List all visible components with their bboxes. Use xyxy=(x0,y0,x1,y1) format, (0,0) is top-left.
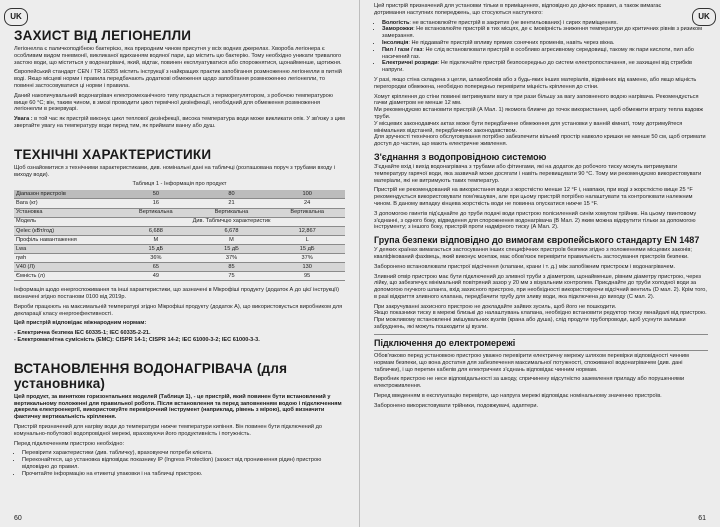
table-cell: L xyxy=(269,235,345,244)
list-item-text: : Не підключайте пристрій безпосередньо до систем електропостачання, не захищені від стрибків напруги. xyxy=(382,60,692,74)
list-item xyxy=(382,60,708,74)
table-row xyxy=(14,263,345,272)
directives-title: Цей пристрій відповідає міжнародним нормам: xyxy=(14,320,147,327)
list-item xyxy=(382,47,708,61)
paragraph: З допомогою гвинтів під'єднайте до труби подачі води пристрою полісиленний синім хомутом трійник. На цьому гвинтовому з'єднанні, з одного боку, відведення для спорожнення водонагрівача (В Мал. 2) яким можна відкрутити тільки за допомогою інструменту; з іншого боку, пристрій проти надмірного тиску (А Мал. 2). xyxy=(374,210,697,231)
table-cell: 37% xyxy=(269,254,345,263)
paragraph: Інформація щодо енергоспоживання та інші характеристики, що зазначені в Мікрофіші продукту (додаток А до цієї інструкції) визначені згідно постанови 0100 від 2019р. xyxy=(14,287,339,301)
table-header-row xyxy=(14,190,345,199)
table-row xyxy=(14,244,345,253)
table-header-cell: 100 xyxy=(269,190,345,199)
paragraph: Даний накопичувальний водонагрівач електромеханічного типу продається з терморегулятором, з робочою температурою вище 60 °C; він, таким чином, в змозі проводити цикл термічної дезінфекції, необхідний для обмеження розмноження легіонелли в резервуарі. xyxy=(14,92,333,113)
table-cell-label: Профіль навантаження xyxy=(14,235,118,244)
list-item-text: : Не слід встановлювати пристрій в особливо агресивному середовищі, такому як пари кислоти, пил або насичений газ. xyxy=(382,46,694,60)
directive-item: - Електромагнітна сумісність (EMC): CISPR 14-1; CISPR 14-2; IEC 61000-3-2; IEC 61000-3-3. xyxy=(14,337,260,344)
table-cell: 12,867 xyxy=(269,226,345,235)
paragraph: Пристрій не рекомендований на використання води з жорсткістю менше 12 °F і, навпаки, при воді з жорсткістю вище 25 °F рекомендується використовувати пом'якшувач, але при цьому пристрій потрібно налаштувати та контролювати належним чином. В даному випадку кінцева жорсткість води не повинна опускатися нижче 15 °F. xyxy=(374,187,693,207)
subsection-title-water: З'єднання з водопровідною системою xyxy=(374,151,547,162)
paragraph: Для зручності технічного обслуговування потрібно забезпечити вільний простір навколо кришки не менше 50 см, щоб отримати доступ до частин, що мають електричне живлення. xyxy=(374,134,706,148)
table-cell: 130 xyxy=(269,263,345,272)
list-item xyxy=(382,40,708,47)
table-cell: 16 xyxy=(118,199,194,208)
list-item: • Прочитайте інформацію на етикетці упаковки і на табличці пристрою. xyxy=(22,471,345,478)
warning-label: Увага : xyxy=(14,116,33,123)
table-row xyxy=(14,199,345,208)
table-cell: 37% xyxy=(194,254,270,263)
paragraph: Вироби працюють на максимальній температурі згідно Мікрофіші продукту (додаток А), що використовується виробником для декларації класу енергоефективності. xyxy=(14,303,343,317)
table-cell: Див. Табличцю характеристик xyxy=(118,217,345,226)
list-item-text: : Не піддавайте пристрій впливу прямих сонячних променів, навіть через вікна. xyxy=(408,39,615,46)
directive-item: - Електрична безпека IEC 60335-1; IEC 60335-2-21. xyxy=(14,330,151,337)
table-row xyxy=(14,272,345,281)
language-badge-right: UK xyxy=(692,8,716,26)
subsection-title-electric: Підключення до електромережі xyxy=(374,338,516,349)
list-item-label: Інсоляція xyxy=(382,39,409,46)
paragraph: Ми рекомендуємо встановити пристрій (А Мал. 1) якомога ближче до точок використання, щоб обмежити втрату тепла вздовж труби. xyxy=(374,107,703,120)
table-cell: 49 xyxy=(118,272,194,281)
table-cell: 15 дБ xyxy=(269,244,345,253)
table-row xyxy=(14,217,345,226)
table-cell: 65 xyxy=(118,263,194,272)
table-header-cell: Діапазон пристроїв xyxy=(14,190,118,199)
table-row xyxy=(14,208,345,217)
table-cell: 85 xyxy=(194,263,270,272)
table-row xyxy=(14,226,345,235)
list-item-text: : не встановлюйте пристрій в закритих (не вентильованих) і сирих приміщеннях. xyxy=(409,19,618,26)
paragraph: Легіонелла є паличкоподібною бактерією, яка природним чином присутня у всіх водних джерелах. Хвороба легіонера є особливим видом пневмонії, викликаної вдиханням водяної пари, що містить цю бактерію. Тому необхідно уникати тривалого застою води, що міститься у водонагрівачі, який, відтак, повинен експлуатуватися або спорожнятися, щонайменше, щотижня. xyxy=(14,46,342,66)
divider xyxy=(374,350,708,351)
table-cell-label: Qelec (кВт/год) xyxy=(14,226,118,235)
language-badge-left: UK xyxy=(4,8,28,26)
section-title-legionella: ЗАХИСТ ВІД ЛЕГІОНЕЛЛИ xyxy=(14,28,192,43)
paragraph: Якщо показники тиску в мережі близькі до налаштувань клапана, необхідно встановити редуктор тиску якнайдалі від пристрою. При можливому встановленні змішувальних вузлів (крана або душа), слід продути трубопроводи, щоб усунути залишки забруднень, які можуть пошкодити ці вузли. xyxy=(374,310,707,331)
paragraph: Виробник пристрою не несе відповідальності за шкоду, спричинену відсутністю заземлення приладу або порушеннями електроживлення. xyxy=(374,376,685,390)
paragraph: Цей продукт, за винятком горизонтальних моделей (Таблиця 1), - це пристрій, який повинен бути встановлений у вертикальному положенні для правильної роботи. Після встановлення та перед заповненням водою і підключенням джерела електроенергії, використовуйте перевірочний інструмент (наприклад, рівень з мірою), щоб визначити фактичну вертикальність кріплення. xyxy=(14,393,342,421)
table-header-cell: 80 xyxy=(194,190,270,199)
product-info-table xyxy=(14,190,345,281)
table-cell-label: Вага (кг) xyxy=(14,199,118,208)
table-cell: 36% xyxy=(118,254,194,263)
list-item xyxy=(382,26,708,40)
page-number-left: 60 xyxy=(14,515,22,522)
paragraph: Заборонено використовувати трійники, подовжувачі, адаптери. xyxy=(374,402,539,409)
table-cell: Вертикальна xyxy=(118,208,194,217)
paragraph: Заборонено встановлювати пристрої відсічення (клапани, крани і т. д.) між запобіжним пристроєм і водонагрівачем. xyxy=(374,263,676,270)
table-cell: M xyxy=(194,235,270,244)
paragraph: При закручуванні захисного пристрою не докладайте зайвих зусиль, щоб його не пошкодити. xyxy=(374,303,617,310)
table-cell: 75 xyxy=(194,272,270,281)
table-cell: Вертикальна xyxy=(269,208,345,217)
paragraph: Пристрій призначений для нагріву води до температури нижче температури кипіння. Він повинен бути підключений до комунально-побутової водопровідної мережі, враховуючи його продуктивність і потужність. xyxy=(14,424,322,437)
table-cell: 95 xyxy=(269,272,345,281)
table-cell-label: Установка xyxy=(14,208,118,217)
warning-text: в той час як пристрій виконує цикл теплової дезінфекції, висока температура води може викликати опік. У зв'язку з цим звертайте увагу на температуру води перед тим, як приймати ванну або душ. xyxy=(14,116,345,129)
divider xyxy=(374,334,708,335)
list-item-label: Заморожки xyxy=(382,26,414,33)
paragraph: Європейський стандарт CEN / TR 16355 містить інструкції з найкращих практик запобігання розмноженню легіонелли в питній воді. Якщо місцеві норми і правила передбачають додаткові обмеження щодо запобігання розмноженню легіонелли, то повинні застосовуватися ці норми і правила. xyxy=(14,69,342,89)
table-row xyxy=(14,235,345,244)
table-cell-label: Модель xyxy=(14,217,118,226)
warning-paragraph xyxy=(14,116,345,130)
table-cell: 21 xyxy=(194,199,270,208)
paragraph: Обов'язково перед установкою пристрою уважно перевірити електричну мережу шляхом перевірки відповідності чинним нормам безпеки, що вона достатня для забезпечення максимальної потужності, споживаної водонагрівачем (див. дані таблички), і що перетин кабелів для електричних з'єднань відповідає чинним нормам. xyxy=(374,353,689,373)
paragraph: Перед введенням в експлуатацію перевірте, що напруга мережі відповідає номінальному значенню пристроїв. xyxy=(374,393,662,400)
table-cell-label: Ємність (л) xyxy=(14,272,118,281)
paragraph: Цей пристрій призначений для установки тільки в приміщеннях, відповідно до діючих правил, а також вимагає дотримання наступних попереджень, що стосуються наступного: xyxy=(374,3,662,16)
page-number-right: 61 xyxy=(698,515,706,522)
checklist xyxy=(14,450,345,477)
section-title-specs: ТЕХНІЧНІ ХАРАКТЕРИСТИКИ xyxy=(14,146,212,162)
paragraph: У деяких країнах вимагається застосування інших специфічних пристроїв безпеки згідно з положеннями місцевих законів; кваліфікований фахівець, який виконує монтаж, має обов'язок перевірити правильність застосування пристроїв безпеки. xyxy=(374,247,692,260)
table-cell: 15 дБ xyxy=(194,244,270,253)
table-cell-label: Lwa xyxy=(14,244,118,253)
table-cell: 24 xyxy=(269,199,345,208)
table-cell: Вертикальна xyxy=(194,208,270,217)
section-title-installation: ВСТАНОВЛЕННЯ ВОДОНАГРІВАЧА (для установника) xyxy=(14,360,288,391)
table-caption: Таблиця 1 - Інформація про продукт xyxy=(132,181,227,188)
table-cell: M xyxy=(118,235,194,244)
table-header-cell: 50 xyxy=(118,190,194,199)
warnings-list xyxy=(374,20,708,74)
paragraph: Щоб ознайомитися з технічними характеристиками, див. номінальні дані на табличці (розташована поруч з трубами входу і виходу води). xyxy=(14,164,336,178)
list-item-label: Електричні розряди xyxy=(382,60,438,67)
paragraph: З'єднайте вхід і вихід водонагрівача з трубами або фітингами, які на додаток до робочого тиску можуть витримувати температуру гарячої води, яка зазвичай може досягати і навіть перевищувати 90 °C. Тому ми рекомендуємо використовувати матеріали, які не витримують таких температур. xyxy=(374,163,702,184)
subsection-title-safety: Група безпеки відповідно до вимогам європейського стандарту EN 1487 xyxy=(374,235,700,246)
table-cell-label: V40 (Л) xyxy=(14,263,118,272)
list-item: • Переконайтеся, що установка відповідає показнику IP (Ingress Protection) (захист від проникнення рідин) пристрою відповідно до правил. xyxy=(22,457,345,471)
list-item-label: Пил / гази / газ xyxy=(382,46,423,53)
list-item-label: Вологість xyxy=(382,19,410,26)
table-cell: 6,678 xyxy=(194,226,270,235)
table-cell-label: ηwh xyxy=(14,254,118,263)
paragraph: У місцевих законодавчих актах може бути передбачене обмеження для установки у ванній кімнаті, тому дотримуйтеся мінімальних відстаней, передбачених законодавством. xyxy=(374,120,683,134)
table-cell: 6,688 xyxy=(118,226,194,235)
table-cell: 15 дБ xyxy=(118,244,194,253)
table-row xyxy=(14,254,345,263)
paragraph: Перед підключенням пристрою необхідно: xyxy=(14,440,125,447)
page-right xyxy=(360,0,720,527)
paragraph: У разі, якщо стіна складена з цегли, шлакоблоків або з будь-яких інших матеріалів, відмінних від каменю, або якщо міцність перегородки обмежена, необхідно попередньо перевірити міцність кріплення до стіни. xyxy=(374,76,697,90)
paragraph: Хомут кріплення до стіни повинні витримувати вагу в три рази більшу за вагу заповненого водою нагрівача. Рекомендується гачки діаметром не менше 12 мм. xyxy=(374,93,699,107)
paragraph: Зливний отвір пристрою має бути підключений до зливної труби з діаметром, щонайменше, рівним діаметру пристрою, через лійку, що забезпечує мінімальний повітряний зазор у 20 мм з візуальним контролем. Приєднайте до труби холодної води за допомогою гнучкого шланга, вхід захисного пристрою, при необхідності використовуючи відсічний вентиль (D мал. 2). Крім того, в разі відкриття зливного клапана, передбачити трубу для зливу води, яка підключена до виходу (С мал. 2). xyxy=(374,273,707,300)
list-item-text: : Не встановлюйте пристрій в тих місцях, де є імовірність зниження температури до критичних рівнів з ризиком замерзання. xyxy=(382,26,702,40)
list-item: • Перевірити характеристики (див. табличку), враховуючи потреби клієнта. xyxy=(22,450,345,457)
